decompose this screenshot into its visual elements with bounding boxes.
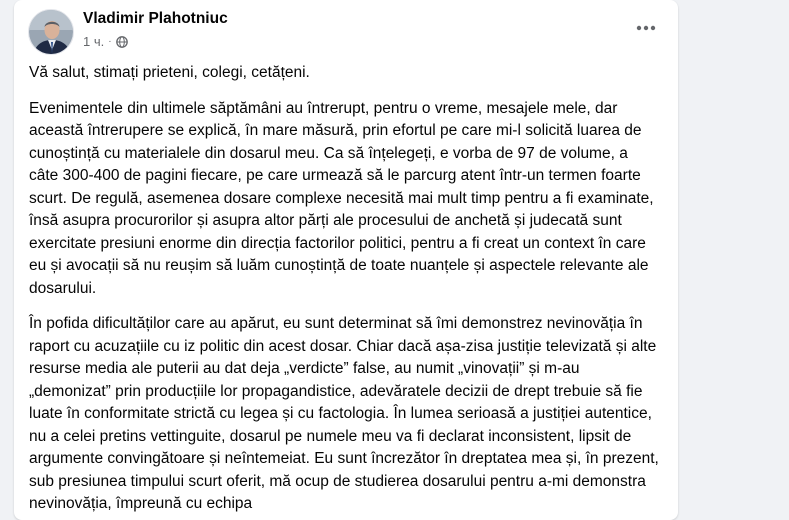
profile-photo-icon (29, 10, 74, 55)
post-timestamp[interactable]: 1 ч. (83, 34, 105, 49)
post-paragraph: Vă salut, stimați prieteni, colegi, cetățeni. (29, 64, 310, 81)
meta-separator: · (108, 36, 112, 47)
more-options-button[interactable] (628, 10, 664, 46)
post-meta (83, 34, 128, 49)
more-options-icon (636, 25, 656, 31)
post-card (14, 0, 678, 520)
post-author-name[interactable]: Vladimir Plahotniuc (83, 10, 228, 27)
post-text (29, 62, 659, 520)
post-paragraph: Evenimentele din ultimele săptămâni au întrerupt, pentru o vreme, mesajele mele, dar această întrerupere se explică, în mare măsură, prin efortul pe care mi-l solicită luarea de cunoștință cu materialele din dosarul meu. Ca să înțelegeți, e vorba de 97 de volume, a câte 300-400 de pagini fiecare, pe care urmează să le parcurg atent într-un termen foarte scurt. De regulă, asemenea dosare complexe necesită mai mult timp pentru a fi examinate, însă asupra procurorilor și asupra altor părți ale procesului de anchetă și judecată sunt exercitate presiuni enorme din direcția factorilor politici, pentru a fi creat un context în care eu și avocații să nu reușim să luăm cunoștință de toate nuanțele și aspectele relevante ale dosarului. (29, 99, 654, 297)
post-paragraph: În pofida dificultăților care au apărut, eu sunt determinat să îmi demonstrez nevinovăția în raport cu acuzațiile cu iz politic din acest dosar. Chiar dacă așa-zisa justiție televizată și alte resurse media ale puterii au dat deja „verdicte” false, au numit „vinovații” și m-au „demonizat” prin producțiile lor propagandistice, adevăratele decizii de drept trebuie să fie luate în conformitate strictă cu legea și cu factologia. În lumea serioasă a justiției autentice, nu a celei pretins vettinguite, dosarul pe numele meu va fi declarat inconsistent, lipsit de argumente convingătoare și neîntemeiat. Eu sunt încrezător în dreptatea mea și, în prezent, sub presiunea timpului scurt oferit, mă ocup de studierea dosarului pentru a-mi demonstra nevinovăția, împreună cu echipa (29, 315, 659, 512)
globe-icon[interactable] (116, 36, 128, 48)
avatar[interactable] (28, 9, 74, 55)
